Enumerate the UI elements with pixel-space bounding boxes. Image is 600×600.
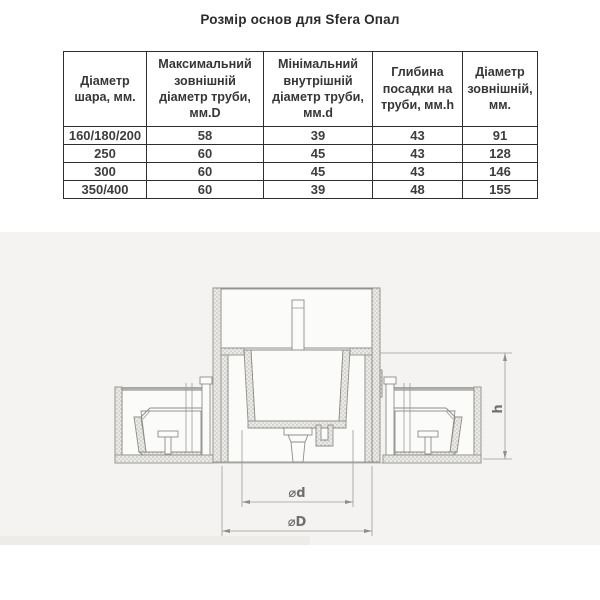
table-cell: 45 — [264, 163, 373, 181]
base-cross-section-drawing — [0, 232, 600, 545]
spec-table — [63, 51, 538, 199]
table-cell: 300 — [64, 163, 147, 181]
table-header-row — [64, 52, 538, 127]
table-header-cell: Мінімальний внутрішній діаметр труби, мм.d — [264, 52, 373, 127]
table-row — [64, 145, 538, 163]
table-header-cell: Діаметр зовнішній, мм. — [463, 52, 538, 127]
table-row — [64, 181, 538, 199]
table-cell: 58 — [147, 127, 264, 145]
table-cell: 39 — [264, 127, 373, 145]
table-row — [64, 127, 538, 145]
table-cell: 45 — [264, 145, 373, 163]
table-cell: 250 — [64, 145, 147, 163]
table-cell: 155 — [463, 181, 538, 199]
table-cell: 91 — [463, 127, 538, 145]
table-cell: 60 — [147, 181, 264, 199]
dim-label-inner-diameter: ⌀d — [288, 486, 306, 501]
right-cup-section — [374, 370, 481, 463]
table-header-cell: Максимальний зовнішній діаметр труби, мм.D — [147, 52, 264, 127]
dim-label-outer-diameter: ⌀D — [287, 515, 307, 530]
table-cell: 43 — [373, 163, 463, 181]
dimension-outer-diameter — [222, 466, 372, 536]
table-cell: 60 — [147, 163, 264, 181]
table-cell: 39 — [264, 181, 373, 199]
table-cell: 43 — [373, 145, 463, 163]
page-title: Розмір основ для Sfera Опал — [200, 12, 400, 27]
table-cell: 48 — [373, 181, 463, 199]
spec-table-container — [63, 51, 537, 199]
technical-drawing-area — [0, 232, 600, 545]
table-cell: 60 — [147, 145, 264, 163]
table-row — [64, 163, 538, 181]
dim-label-h: h — [491, 404, 506, 414]
central-socket-section — [213, 288, 380, 462]
left-cup-section — [115, 377, 213, 463]
table-cell: 160/180/200 — [64, 127, 147, 145]
table-cell: 146 — [463, 163, 538, 181]
table-cell: 128 — [463, 145, 538, 163]
table-header-cell: Діаметр шара, мм. — [64, 52, 147, 127]
table-cell: 43 — [373, 127, 463, 145]
table-header-cell: Глибина посадки на труби, мм.h — [373, 52, 463, 127]
scan-shadow — [0, 536, 310, 545]
table-cell: 350/400 — [64, 181, 147, 199]
